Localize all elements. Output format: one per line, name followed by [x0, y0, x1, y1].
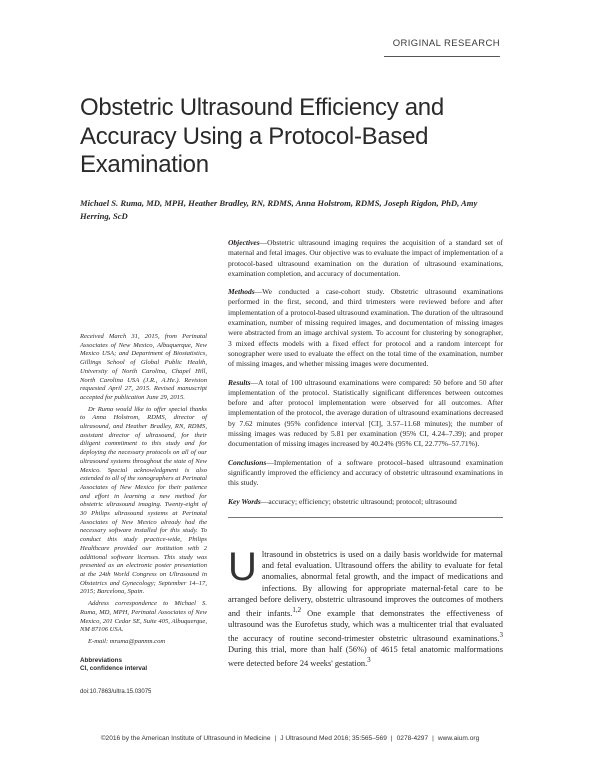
abstract-conclusions	[228, 458, 503, 489]
header-divider	[384, 56, 500, 57]
website-link[interactable]: www.aium.org	[437, 735, 480, 742]
abstract	[228, 238, 503, 515]
copyright: ©2016 by the American Institute of Ultrasound in Medicine	[100, 735, 271, 742]
article-title: Obstetric Ultrasound Efficiency and Accuracy Using a Protocol-Based Examination	[80, 94, 444, 178]
conclusions-text: —Implementation of a software protocol–based ultrasound examination significantly improved the efficiency and accuracy of obstetric ultrasound examinations in this study.	[228, 457, 503, 488]
body-paragraph-part2: One example that demonstrates the effectiveness of ultrasound was the Eurofetus study, which was a multicenter trial that evaluated the accuracy of routine second-trimester obstetric ultrasound examinations.	[228, 608, 504, 644]
abbreviations-list: CI, confidence interval	[80, 665, 148, 673]
issn: 0278-4297	[396, 735, 429, 742]
abstract-methods	[228, 287, 503, 369]
citation-ref[interactable]: 1,2	[292, 606, 302, 615]
objectives-label: Objectives	[228, 238, 260, 247]
doi[interactable]: doi:10.7863/ultra.15.03075	[80, 689, 152, 696]
abbreviations-heading: Abbreviations	[80, 656, 122, 664]
abstract-results	[228, 378, 503, 450]
results-text: —A total of 100 ultrasound examinations were compared: 50 before and 50 after implementation of the protocol. Statistically significant differences between outcomes before and after protocol implementation were observed for all outcomes. After implementation of the protocol, the average duration of ultrasound examinations decreased by 7.62 minutes (95% confidence interval [CI], 3.57–11.68 minutes); the number of missing images was reduced by 5.81 per examination (95% CI, 4.24–7.39); and proper documentation of missing images increased by 40.24% (95% CI, 22.77%–57.71%).	[228, 377, 503, 449]
author-list: Michael S. Ruma, MD, MPH, Heather Bradley, RN, RDMS, Anna Holstrom, RDMS, Joseph Rigdon, PhD, Amy Herring, ScD	[80, 198, 478, 221]
citation-ref[interactable]: 3	[367, 656, 371, 665]
article-body	[228, 545, 504, 669]
keywords-text: —accuracy; efficiency; obstetric ultrasound; protocol; ultrasound	[260, 496, 457, 506]
drop-cap: U	[228, 545, 257, 589]
body-paragraph-part1: ltrasound in obstetrics is used on a daily basis worldwide for maternal and fetal evaluation. Ultrasound offers the ability to evaluate for fetal anomalies, abnormal fetal growth, and the impact of medications and infections. By allowing for appropriate maternal-fetal care to be arranged before delivery, obstetric ultrasound improves the outcomes of mothers and their infants.	[228, 550, 503, 618]
article-notes	[80, 333, 207, 697]
abstract-divider	[228, 517, 503, 518]
section-label: ORIGINAL RESEARCH	[392, 38, 500, 49]
objectives-text: —Obstetric ultrasound imaging requires the acquisition of a standard set of maternal and fetal images. Our objective was to evaluate the impact of implementation of a protocol-based ultrasound examination on the duration of ultrasound examinations, examination completion, and accuracy of documentation.	[228, 238, 503, 278]
acknowledgment-note: Dr Ruma would like to offer special thanks to Anna Holstrom, RDMS, director of ultrasound, and Heather Bradley, RN, RDMS, assistant director of ultrasound, for their diligent commitment to this study and for deploying the necessary protocols on all of our ultrasound systems throughout the state of New Mexico. Special acknowledgment is also extended to all of the sonographers at Perinatal Associates of New Mexico for their patience and effort in learning a new method for obstetric ultrasound imaging. Twenty-eight of 30 Philips ultrasound systems at Perinatal Associates of New Mexico already had the necessary software installed for this study. To conduct this study practice-wide, Philips Healthcare provided our institution with 2 additional software licenses. This study was presented as an electronic poster presentation at the 24th World Congress on Ultrasound in Obstetrics and Gynecology; September 14–17, 2015; Barcelona, Spain.	[80, 405, 207, 596]
received-note: Received March 31, 2015, from Perinatal Associates of New Mexico, Albuquerque, New Mexico USA; and Department of Biostatistics, Gillings School of Global Public Health, University of North Carolina, Chapel Hill, North Carolina USA (J.R., A.He.). Revision requested April 27, 2015. Revised manuscript accepted for publication June 29, 2015.	[80, 333, 207, 401]
abstract-keywords	[228, 497, 503, 507]
methods-label: Methods	[228, 287, 255, 297]
page-footer: ©2016 by the American Institute of Ultrasound in Medicine | J Ultrasound Med 2016; 35:565–569 | 0278-4297 | www.aium.org	[100, 735, 480, 742]
results-label: Results	[228, 377, 251, 387]
correspondence-note: Address correspondence to Michael S. Ruma, MD, MPH, Perinatal Associates of New Mexico, 201 Cedar SE, Suite 405, Albuquerque, NM 87106 USA.	[80, 600, 207, 634]
conclusions-label: Conclusions	[228, 457, 267, 467]
body-paragraph-part3: During this trial, more than half (56%) of 4615 fetal anatomic malformations were detected before 24 weeks' gestation.	[228, 645, 503, 669]
methods-text: —We conducted a case-cohort study. Obstetric ultrasound examinations performed in the first, second, and third trimesters were reviewed before and after implementation of a protocol-based ultrasound examination. The duration of the ultrasound examination, number of missing required images, and documentation of missing images were abstracted from an image archival system. To account for clustering by sonographer, 3 mixed effects models with a fixed effect for protocol and a random intercept for sonographer were used to evaluate the effect on the total time of the examination, number of missing images, and whether missing images were documented.	[228, 287, 503, 369]
citation-ref[interactable]: 3	[499, 631, 503, 640]
keywords-label: Key Words	[228, 496, 261, 506]
journal-citation: J Ultrasound Med 2016; 35:565–569	[280, 735, 387, 742]
abstract-objectives	[228, 238, 503, 279]
email-link[interactable]: E-mail: mruma@pannm.com	[88, 637, 166, 645]
